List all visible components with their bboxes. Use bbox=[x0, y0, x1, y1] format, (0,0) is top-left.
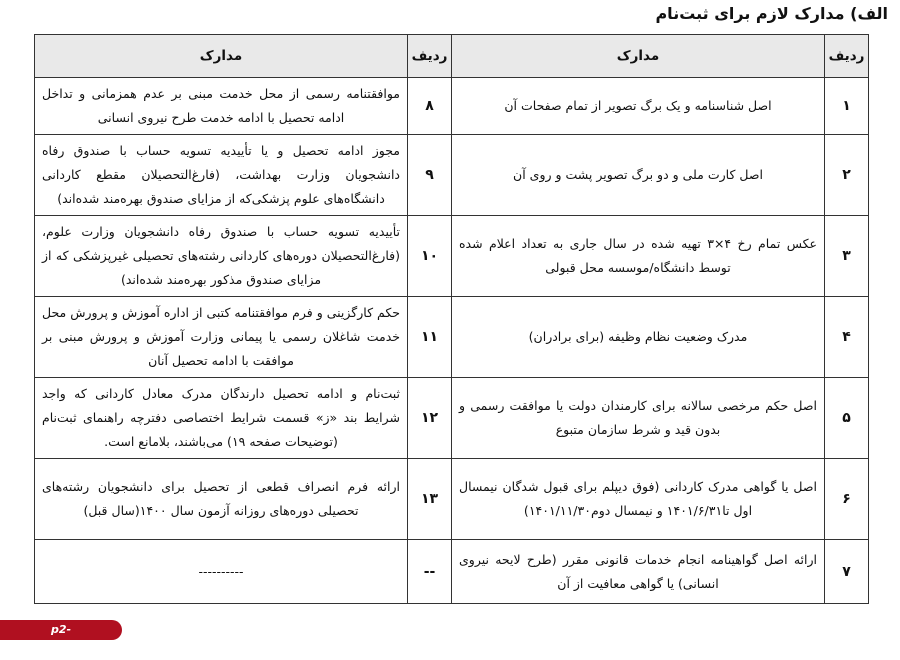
row-number: ۲ bbox=[825, 135, 869, 216]
row-number: ۷ bbox=[825, 540, 869, 604]
row-number: ۳ bbox=[825, 216, 869, 297]
document-cell: ثبت‌نام و ادامه تحصیل دارندگان مدرک معادل کاردانی که واجد شرایط بند «ز» قسمت شرایط اختصاصی دفترچه راهنمای ثبت‌نام (توضیحات صفحه ۱۹) می‌باشند، بلامانع است. bbox=[35, 378, 408, 459]
document-cell: موافقتنامه رسمی از محل خدمت مبنی بر عدم همزمانی و تداخل ادامه تحصیل با ادامه خدمت طرح نیروی انسانی bbox=[35, 78, 408, 135]
row-number: ۹ bbox=[408, 135, 452, 216]
documents-table bbox=[34, 34, 869, 604]
document-cell: مدرک وضعیت نظام وظیفه (برای برادران) bbox=[452, 297, 825, 378]
header-row-number-right: ردیف bbox=[825, 35, 869, 78]
row-number: ۱۱ bbox=[408, 297, 452, 378]
table-row bbox=[35, 135, 869, 216]
table-row bbox=[35, 78, 869, 135]
table-row bbox=[35, 378, 869, 459]
header-row-number-left: ردیف bbox=[408, 35, 452, 78]
row-number: ۴ bbox=[825, 297, 869, 378]
document-cell: اصل یا گواهی مدرک کاردانی (فوق دیپلم برای قبول شدگان نیمسال اول تا۱۴۰۱/۶/۳۱ و نیمسال دوم۱۴۰۱/۱۱/۳۰) bbox=[452, 459, 825, 540]
row-number: ۶ bbox=[825, 459, 869, 540]
header-documents-left: مدارک bbox=[35, 35, 408, 78]
document-cell: اصل شناسنامه و یک برگ تصویر از تمام صفحات آن bbox=[452, 78, 825, 135]
row-number: -- bbox=[408, 540, 452, 604]
header-documents-right: مدارک bbox=[452, 35, 825, 78]
table-row bbox=[35, 540, 869, 604]
row-number: ۸ bbox=[408, 78, 452, 135]
document-cell: عکس تمام رخ ۴×۳ تهیه شده در سال جاری به تعداد اعلام شده توسط دانشگاه/موسسه محل قبولی bbox=[452, 216, 825, 297]
document-cell: ارائه اصل گواهینامه انجام خدمات قانونی مقرر (طرح لایحه نیروی انسانی) یا گواهی معافیت از آن bbox=[452, 540, 825, 604]
row-number: ۱۲ bbox=[408, 378, 452, 459]
document-cell: مجوز ادامه تحصیل و یا تأییدیه تسویه حساب با صندوق رفاه دانشجویان وزارت بهداشت، (فارغ‌التحصیلان مقطع کاردانی دانشگاه‌های علوم پزشکی‌که از مزایای صندوق بهره‌مند شده‌اند) bbox=[35, 135, 408, 216]
row-number: ۱۰ bbox=[408, 216, 452, 297]
document-cell: اصل حکم مرخصی سالانه برای کارمندان دولت یا موافقت رسمی و بدون قید و شرط سازمان متبوع bbox=[452, 378, 825, 459]
document-cell: حکم کارگزینی و فرم موافقتنامه کتبی از اداره آموزش و پرورش محل خدمت شاغلان رسمی یا پیمانی وزارت آموزش و پرورش مبنی بر موافقت با ادامه تحصیل آنان bbox=[35, 297, 408, 378]
table-row bbox=[35, 216, 869, 297]
site-watermark: p2-zahedan.nus.ac.ir bbox=[0, 620, 122, 640]
row-number: ۵ bbox=[825, 378, 869, 459]
section-title: الف) مدارک لازم برای ثبت‌نام bbox=[655, 4, 888, 23]
table-row bbox=[35, 459, 869, 540]
document-cell: تأییدیه تسویه حساب با صندوق رفاه دانشجویان وزارت علوم، (فارغ‌التحصیلان دوره‌های کاردانی رشته‌های تحصیلی غیرپزشکی که از مزایای صندوق مذکور بهره‌مند شده‌اند) bbox=[35, 216, 408, 297]
row-number: ۱ bbox=[825, 78, 869, 135]
document-cell: ارائه فرم انصراف قطعی از تحصیل برای دانشجویان رشته‌های تحصیلی دوره‌های روزانه آزمون سال ۱۴۰۰(سال قبل) bbox=[35, 459, 408, 540]
table-header-row bbox=[35, 35, 869, 78]
document-cell: اصل کارت ملی و دو برگ تصویر پشت و روی آن bbox=[452, 135, 825, 216]
document-cell: ---------- bbox=[35, 540, 408, 604]
row-number: ۱۳ bbox=[408, 459, 452, 540]
table-row bbox=[35, 297, 869, 378]
